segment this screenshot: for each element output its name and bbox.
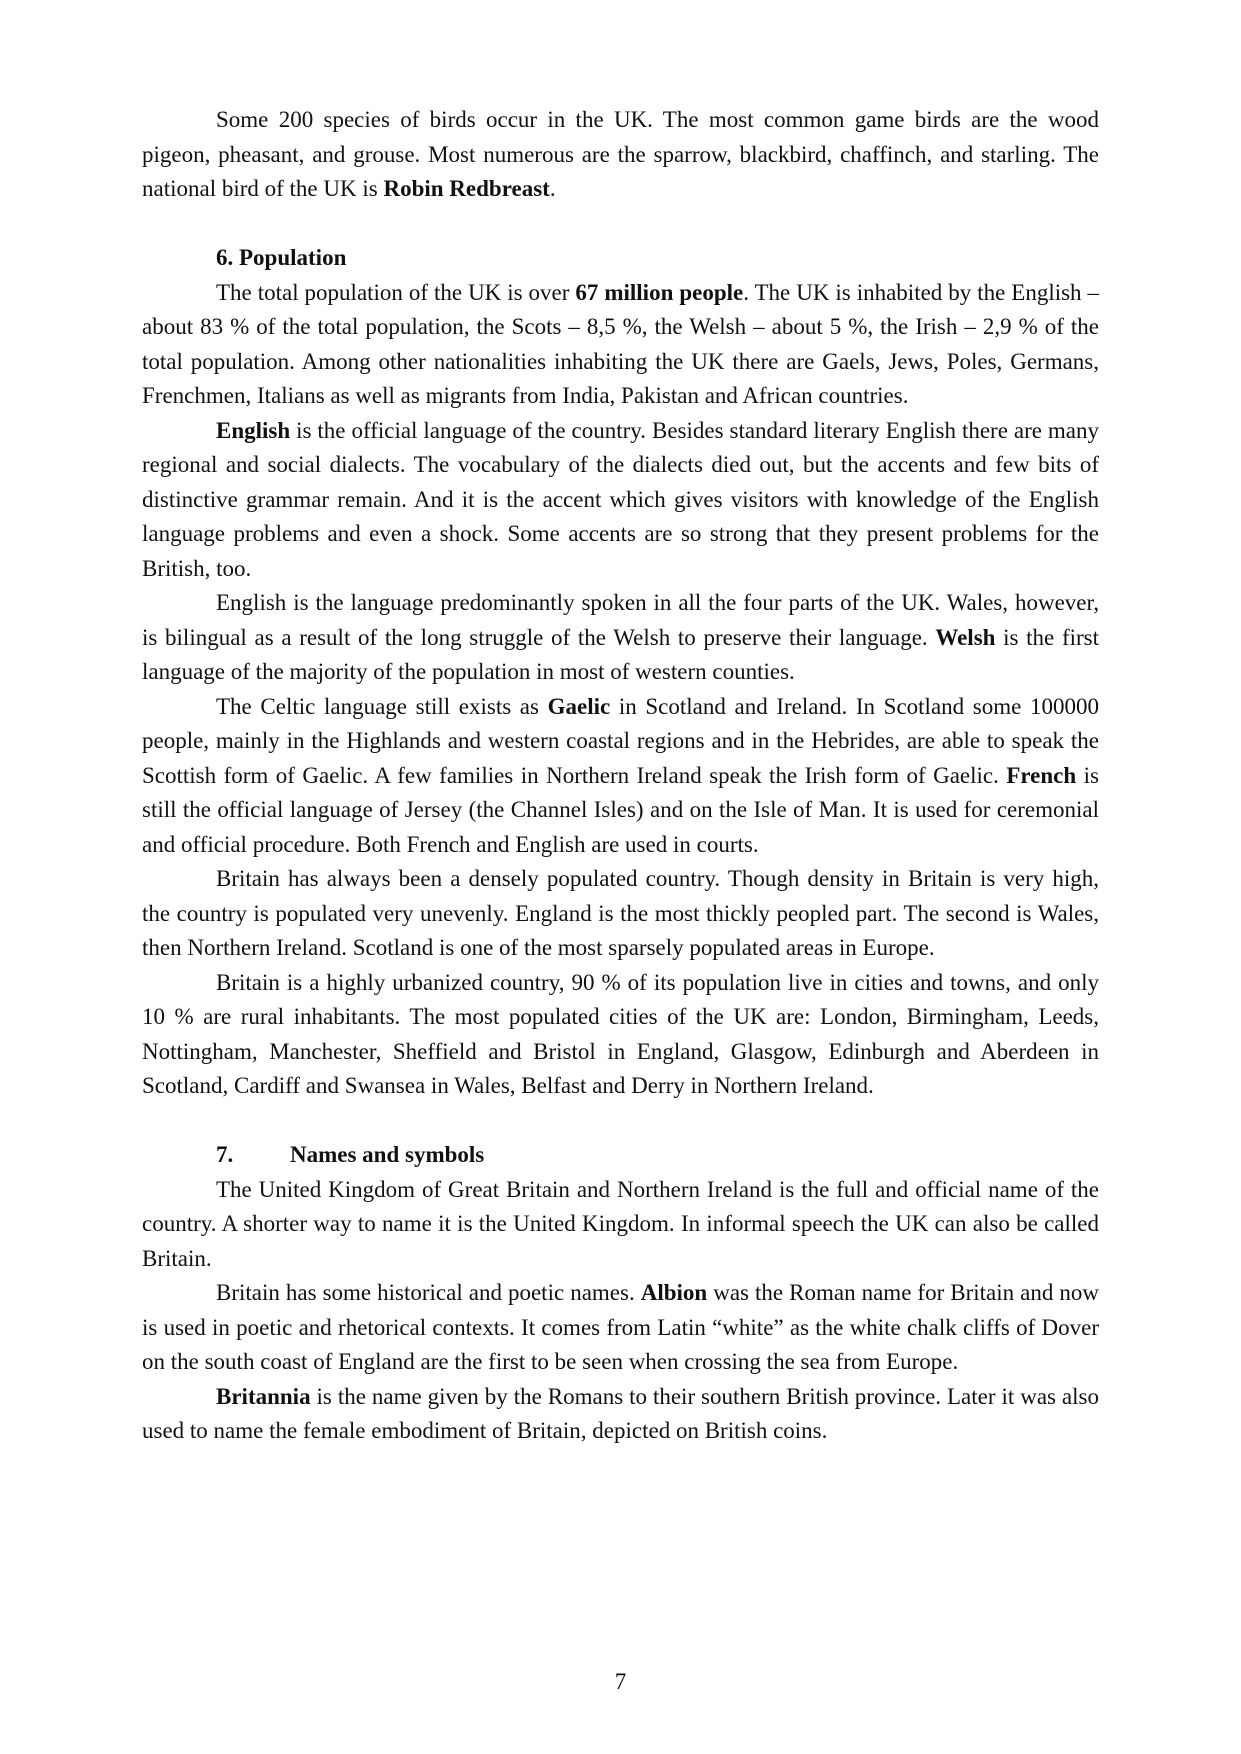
national-bird: Robin Redbreast <box>383 176 550 201</box>
population-paragraph-3: English is the language predominantly spoken in all the four parts of the UK. Wales, however, is bilingual as a result of the long struggle of the Welsh to preserve their language. Welsh is the first language of the majority of the population in most of western counties. <box>142 590 1100 684</box>
population-paragraph-1: The total population of the UK is over 67 million people. The UK is inhabited by the English – about 83 % of the total population, the Scots – 8,5 %, the Welsh – about 5 %, the Irish – 2,9 % of the total population. Among other nationalities inhabiting the UK there are Gaels, Jews, Poles, Germans, Frenchmen, Italians as well as migrants from India, Pakistan and African countries. <box>142 279 1100 408</box>
section-number: 7. <box>216 1142 234 1167</box>
population-paragraph-6: Britain is a highly urbanized country, 90 % of its population live in cities and towns, and only 10 % are rural inhabitants. The most populated cities of the UK are: London, Birmingham, Leeds, Nottingham, Manchester, Sheffield and Bristol in England, Glasgow, Edinburgh and Aberdeen in Scotland, Cardiff and Swansea in Wales, Belfast and Derry in Northern Ireland. <box>142 969 1099 1098</box>
section-heading-population: 6. Population <box>216 245 347 270</box>
names-paragraph-2: Britain has some historical and poetic names. Albion was the Roman name for Britain and now is used in poetic and rhetorical contexts. It comes from Latin “white” as the white chalk cliffs of Dover on the south coast of England are the first to be seen when crossing the sea from Europe. <box>142 1280 1099 1374</box>
page-number: 7 <box>614 1669 627 1694</box>
section-spacer <box>142 207 1099 242</box>
names-paragraph-1: The United Kingdom of Great Britain and Northern Ireland is the full and official name of the country. A shorter way to name it is the United Kingdom. In informal speech the UK can also be called Britain. <box>142 1176 1099 1271</box>
population-paragraph-2: English is the official language of the country. Besides standard literary English there are many regional and social dialects. The vocabulary of the dialects died out, but the accents and few bits of distinctive grammar remain. And it is the accent which gives visitors with knowledge of the English language problems and even a shock. Some accents are so strong that they present problems for the British, too. <box>142 417 1099 581</box>
names-paragraph-3: Britannia is the name given by the Romans to their southern British province. Later it was also used to name the female embodiment of Britain, depicted on British coins. <box>142 1383 1099 1443</box>
section-heading-names-symbols <box>142 1138 1099 1173</box>
population-paragraph-5: Britain has always been a densely populated country. Though density in Britain is very high, the country is populated very unevenly. England is the most thickly peopled part. The second is Wales, then Northern Ireland. Scotland is one of the most sparsely populated areas in Europe. <box>142 866 1099 960</box>
document-page <box>142 103 1099 1449</box>
section-title: Names and symbols <box>290 1142 485 1167</box>
birds-paragraph: Some 200 species of birds occur in the UK. The most common game birds are the wood pigeon, pheasant, and grouse. Most numerous are the sparrow, blackbird, chaffinch, and starling. The national bird of the UK is Robin Redbreast. <box>142 107 1099 201</box>
population-paragraph-4: The Celtic language still exists as Gaelic in Scotland and Ireland. In Scotland some 100000 people, mainly in the Highlands and western coastal regions and in the Hebrides, are able to speak the Scottish form of Gaelic. A few families in Northern Ireland speak the Irish form of Gaelic. French is still the official language of Jersey (the Channel Isles) and on the Isle of Man. It is used for ceremonial and official procedure. Both French and English are used in courts. <box>142 693 1099 857</box>
section-spacer <box>142 1104 1099 1139</box>
